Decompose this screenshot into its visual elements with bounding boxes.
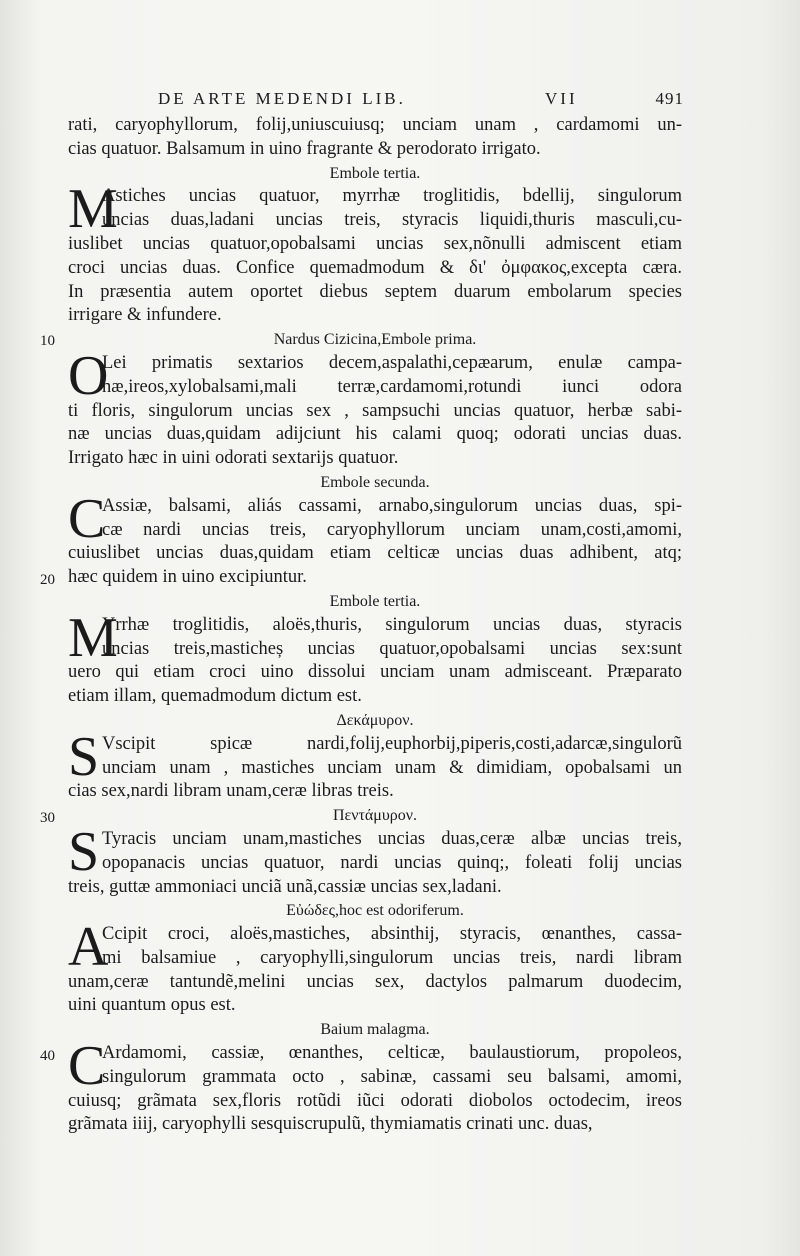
section-heading: Embole tertia. <box>329 164 421 182</box>
text-line: hæc quidem in uino excipiuntur. <box>68 567 307 588</box>
text-line: cias sex,nardi libram unam,ceræ libras treis. <box>68 781 394 802</box>
text-line: Irrigato hæc in uini odorati sextarijs quatuor. <box>68 448 399 469</box>
paragraph <box>68 114 682 162</box>
drop-cap-initial: S <box>68 725 100 788</box>
text-line: rati, caryophyllorum, folij,uniuscuiusq; unciam unam , cardamomi un- <box>68 115 682 135</box>
text-line: uini quantum opus est. <box>68 995 236 1016</box>
text-line: cuiusq; grãmata sex,floris rotũdi iũci odorati diobolos octodecim, ireos <box>68 1090 682 1111</box>
text-line: unciam unam , mastiches unciam unam & dimidiam, opobalsami un <box>102 757 682 778</box>
text-line: uero qui etiam croci uino dissolui unciam unam admisceant. Præparato <box>68 662 682 683</box>
text-line: næ,ireos,xylobalsami,mali terræ,cardamomi,rotundi iunci odora <box>102 376 682 397</box>
margin-line-number: 10 <box>40 333 55 349</box>
text-line: Tyracis unciam unam,mastiches uncias duas,ceræ albæ uncias treis, <box>102 828 682 849</box>
drop-cap-initial: S <box>68 820 100 883</box>
margin-line-number: 30 <box>40 810 55 826</box>
section-heading: Δεκάμυρον. <box>336 711 414 729</box>
section-heading: Εὐώδες,hoc est odoriferum. <box>286 902 464 920</box>
text-line: croci uncias duas. Confice quemadmodum & δι' ὀμφακος,excepta cæra. <box>68 257 682 278</box>
text-line: Yrrhæ troglitidis, aloës,thuris, singulorum uncias duas, styracis <box>102 614 682 635</box>
drop-cap-initial: C <box>68 1035 106 1098</box>
section-heading: Baium malagma. <box>320 1021 430 1039</box>
text-line: iuslibet uncias quatuor,opobalsami uncias sex,nõnulli admiscent etiam <box>68 233 682 254</box>
text-line: cuiuslibet uncias duas,quidam etiam celticæ uncias duas adhibent, atq; <box>68 543 682 564</box>
margin-line-number: 40 <box>40 1048 55 1064</box>
page-number: 491 <box>655 89 684 108</box>
paragraph <box>68 344 682 471</box>
drop-cap-initial: O <box>68 344 109 407</box>
text-line: Ardamomi, cassiæ, œnanthes, celticæ, baulaustiorum, propoleos, <box>102 1043 682 1064</box>
text-line: grãmata iiij, caryophylli sesquiscrupulũ, thymiamatis crinati unc. duas, <box>68 1114 593 1135</box>
text-line: etiam illam, quemadmodum dictum est. <box>68 686 362 707</box>
text-line: unam,ceræ tantundẽ,melini uncias sex, dactylos palmarum duodecim, <box>68 971 682 992</box>
text-line: treis, guttæ ammoniaci unciã unã,cassiæ uncias sex,ladani. <box>68 876 502 897</box>
section-heading: Embole secunda. <box>320 473 430 491</box>
text-line: Assiæ, balsami, aliás cassami, arnabo,singulorum uncias duas, spi- <box>102 495 682 516</box>
section-heading: Nardus Cizicina,Embole prima. <box>273 331 477 349</box>
text-line: uncias treis,masticheș uncias quatuor,opobalsami uncias sex:sunt <box>102 638 682 659</box>
drop-cap-initial: A <box>68 916 109 979</box>
section-heading: Embole tertia. <box>329 592 421 610</box>
text-line: Lei primatis sextarios decem,aspalathi,cepæarum, enulæ campa- <box>102 352 682 373</box>
paragraph <box>68 178 682 328</box>
text-line: Vscipit spicæ nardi,folij,euphorbij,piperis,costi,adarcæ,singulorũ <box>102 733 682 754</box>
margin-line-number: 20 <box>40 572 55 588</box>
text-line: Astiches uncias quatuor, myrrhæ troglitidis, bdellij, singulorum <box>102 186 682 207</box>
text-line: Ccipit croci, aloës,mastiches, absinthij, styracis, œnanthes, cassa- <box>102 924 682 945</box>
text-line: mi balsamiue , caryophylli,singulorum uncias treis, nardi libram <box>102 947 682 968</box>
paragraph <box>68 820 682 899</box>
header-title: DE ARTE MEDENDI LIB. <box>158 89 406 108</box>
text-line: irrigare & infundere. <box>68 305 222 326</box>
text-line: singulorum grammata octo , sabinæ, cassami seu balsami, amomi, <box>102 1066 682 1087</box>
text-line: cias quatuor. Balsamum in uino fragrante & perodorato irrigato. <box>68 138 541 159</box>
text-line: uncias duas,ladani uncias treis, styracis liquidi,thuris masculi,cu- <box>102 210 682 231</box>
text-line: næ uncias duas,quidam adijciunt his calami quoq; odorati uncias duas. <box>68 424 682 445</box>
running-header <box>150 89 684 115</box>
paragraph <box>68 1035 682 1137</box>
section-heading: Πεντάμυρον. <box>332 807 418 825</box>
text-line: In præsentia autem oportet diebus septem duarum embolarum species <box>68 281 682 302</box>
drop-cap-initial: M <box>68 606 118 669</box>
text-line: cæ nardi uncias treis, caryophyllorum unciam unam,costi,amomi, <box>102 519 682 540</box>
text-line: opopanacis uncias quatuor, nardi uncias quinq;, foleati folij uncias <box>102 852 682 873</box>
drop-cap-initial: M <box>68 178 118 241</box>
text-line: ti floris, singulorum uncias sex , sampsuchi uncias quatuor, herbæ sabi- <box>68 400 682 421</box>
body-text <box>68 114 682 1137</box>
paragraph <box>68 916 682 1018</box>
paragraph <box>68 487 682 590</box>
paragraph <box>68 606 682 709</box>
drop-cap-initial: C <box>68 487 106 550</box>
header-book-number: VII <box>545 89 578 108</box>
paragraph <box>68 725 682 804</box>
